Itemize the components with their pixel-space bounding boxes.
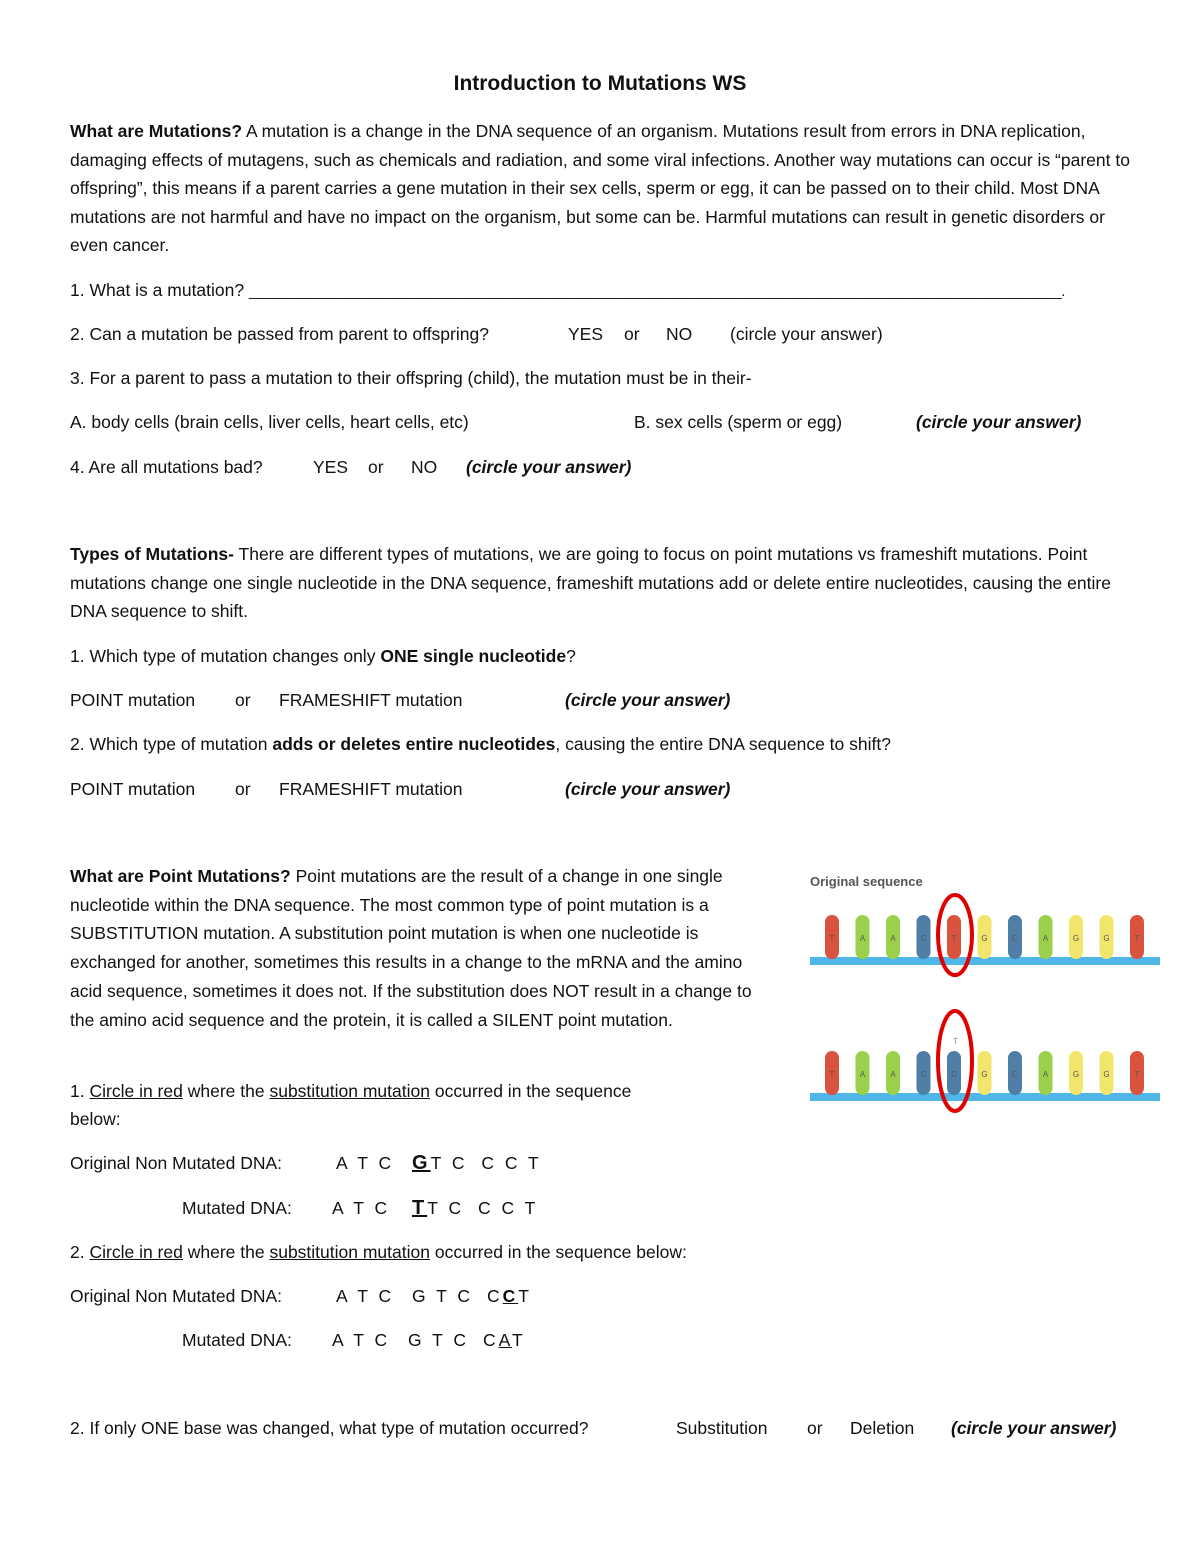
p1-post2: below: [70,1109,121,1129]
point-text: Point mutations are the result of a change in one single nucleotide within the DNA sequence. The most common type of point mutation is a SUBSTITUTION mutation. A substitution point mutation is when one nucleotide is exchanged for another, sometimes this results in a change to the mRNA and the amino acid sequence, sometimes it does not. If the substitution does NOT result in a change to the amino acid sequence and the protein, it is called a SILENT point mutation. [70,866,752,1030]
original-sequence-strand [810,915,1160,965]
point-heading: What are Point Mutations? [70,866,291,886]
point-paragraph [70,862,770,1034]
p1-mutated-label: Mutated DNA: [182,1198,292,1218]
p2-orig-changed-base[interactable]: C [502,1286,519,1306]
p1-sub: substitution mutation [269,1081,430,1101]
q3-hint: (circle your answer) [916,412,1082,432]
t1-or: or [235,690,251,710]
final-hint: (circle your answer) [951,1418,1117,1438]
p2-mut-base-c1: C [482,1330,499,1350]
types-q2-pre: 2. Which type of mutation [70,734,268,754]
mutated-base-label: C [920,1070,927,1079]
p2-num: 2. [70,1242,85,1262]
p2-mutated-label: Mutated DNA: [182,1330,292,1350]
t1-point-option[interactable]: POINT mutation [70,690,196,710]
p2-mut-base-c3: T [511,1330,526,1350]
mutated-base-label: C [951,1070,957,1079]
question-3: 3. For a parent to pass a mutation to their offspring (child), the mutation must be in their- [70,368,752,388]
final-substitution-option[interactable]: Substitution [676,1418,768,1438]
p2-orig-codon-2: G T C [412,1286,474,1306]
figure-caption: Original sequence [810,874,923,889]
mutated-base-label: A [859,1070,866,1079]
p1-orig-codon-1: A T C [336,1153,395,1173]
q3-option-b[interactable]: B. sex cells (sperm or egg) [634,412,843,432]
p2-mutated-sequence[interactable] [332,1329,526,1351]
mutated-sequence-strand [810,1051,1160,1101]
q4-or: or [368,457,384,477]
mutated-base-label: C [1012,1070,1018,1079]
question-1 [70,279,1065,303]
p1-mut-changed-base[interactable]: T [412,1197,428,1219]
p2-mut-changed-base[interactable]: A [498,1330,512,1350]
p1-mut-codon-2-rest: T C [427,1198,465,1218]
p2-orig-base-c1: C [486,1286,503,1306]
types-question-1 [70,645,576,667]
q2-no-option[interactable]: NO [666,324,693,344]
types-q2-bold: adds or deletes entire nucleotides [272,734,556,754]
p2-original-sequence[interactable] [336,1285,532,1307]
intro-heading: What are Mutations? [70,121,243,141]
mutated-base-label: G [1103,1070,1110,1079]
p2-post: occurred in the sequence below: [434,1242,687,1262]
final-question: 2. If only ONE base was changed, what type of mutation occurred? [70,1418,589,1438]
t2-point-option[interactable]: POINT mutation [70,779,196,799]
mutated-base-label: T [829,1070,835,1079]
question-2 [70,323,489,345]
original-base-label: A [1042,934,1049,943]
t2-hint: (circle your answer) [565,779,731,799]
q4-no-option[interactable]: NO [411,457,438,477]
p1-post: occurred in the sequence [434,1081,632,1101]
q2-hint: (circle your answer) [730,324,883,344]
answer-blank[interactable]: _____________________________________________________________________________________________________. [249,283,1066,300]
original-base-label: G [1072,934,1080,943]
point-question-1 [70,1080,631,1102]
p1-orig-codon-3: C C T [481,1153,542,1173]
mutation-marker-label: T [953,1037,958,1046]
p2-orig-codon-1: A T C [336,1286,395,1306]
p1-mutated-sequence[interactable] [332,1197,538,1219]
intro-paragraph [70,117,1130,260]
original-base-label: A [859,934,866,943]
p1-original-sequence[interactable] [336,1152,542,1174]
q3-option-a[interactable]: A. body cells (brain cells, liver cells, heart cells, etc) [70,412,469,432]
question-1-text: 1. What is a mutation? [70,280,245,300]
question-4: 4. Are all mutations bad? [70,457,263,477]
t1-hint: (circle your answer) [565,690,731,710]
types-text: There are different types of mutations, we are going to focus on point mutations vs frameshift mutations. Point mutations change one single nucleotide in the DNA sequence, frameshift mutations add or delete entire nucleotides, causing the entire DNA sequence to shift. [70,544,1111,621]
types-q2-post: , causing the entire DNA sequence to shift? [555,734,891,754]
q4-yes-option[interactable]: YES [313,457,349,477]
page-title: Introduction to Mutations WS [453,72,747,95]
mutated-base-label: A [1042,1070,1049,1079]
dna-figure [805,865,1165,1115]
p2-mut-codon-2: G T C [408,1330,470,1350]
final-or: or [807,1418,823,1438]
types-question-2 [70,733,891,755]
p1-mut-codon-3: C C T [477,1198,539,1218]
original-base-label: T [1134,934,1140,943]
mutated-base-label: T [1134,1070,1140,1079]
original-base-label: C [1012,934,1018,943]
p1-orig-codon-2-rest: T C [430,1153,468,1173]
original-base-label: C [920,934,927,943]
p2-circle-instruction: Circle in red [89,1242,183,1262]
p1-orig-changed-base[interactable]: G [412,1152,431,1174]
q2-yes-option[interactable]: YES [568,324,604,344]
original-base-label: T [951,934,957,943]
original-base-label: G [1103,934,1110,943]
t2-or: or [235,779,251,799]
original-base-label: T [829,934,835,943]
t1-frameshift-option[interactable]: FRAMESHIFT mutation [279,690,463,710]
types-q1-post: ? [566,646,576,666]
final-deletion-option[interactable]: Deletion [850,1418,915,1438]
intro-text: A mutation is a change in the DNA sequence of an organism. Mutations result from errors in DNA replication, damaging effects of mutagens, such as chemicals and radiation, and some viral infections. Another way mutations can occur is “parent to offspring”, this means if a parent carries a gene mutation in their sex cells, sperm or egg, it can be passed on to their child. Most DNA mutations are not harmful and have no impact on the organism, but some can be. Harmful mutations can result in genetic disorders or even cancer. [70,121,1130,255]
p2-mut-codon-1: A T C [332,1330,391,1350]
types-q1-bold: ONE single nucleotide [380,646,567,666]
p1-num: 1. [70,1081,85,1101]
p1-circle-instruction: Circle in red [89,1081,183,1101]
original-base-label: A [890,934,896,943]
p2-sub: substitution mutation [269,1242,430,1262]
types-paragraph [70,540,1130,626]
original-base-label: G [981,934,988,943]
t2-frameshift-option[interactable]: FRAMESHIFT mutation [279,779,463,799]
p2-orig-base-c3: T [518,1286,532,1306]
mutated-base-label: A [890,1070,896,1079]
point-question-2 [70,1241,687,1263]
mutated-base-label: G [981,1070,988,1079]
p1-original-label: Original Non Mutated DNA: [70,1153,283,1173]
q2-or: or [624,324,640,344]
types-q1-pre: 1. Which type of mutation changes only [70,646,376,666]
question-2-text: 2. Can a mutation be passed from parent to offspring? [70,324,489,344]
p1-mid: where the [187,1081,265,1101]
mutated-base-label: G [1072,1070,1080,1079]
q4-hint: (circle your answer) [466,457,632,477]
p2-mid: where the [187,1242,265,1262]
types-heading: Types of Mutations- [70,544,234,564]
p1-mut-codon-1: A T C [332,1198,391,1218]
p2-original-label: Original Non Mutated DNA: [70,1286,283,1306]
